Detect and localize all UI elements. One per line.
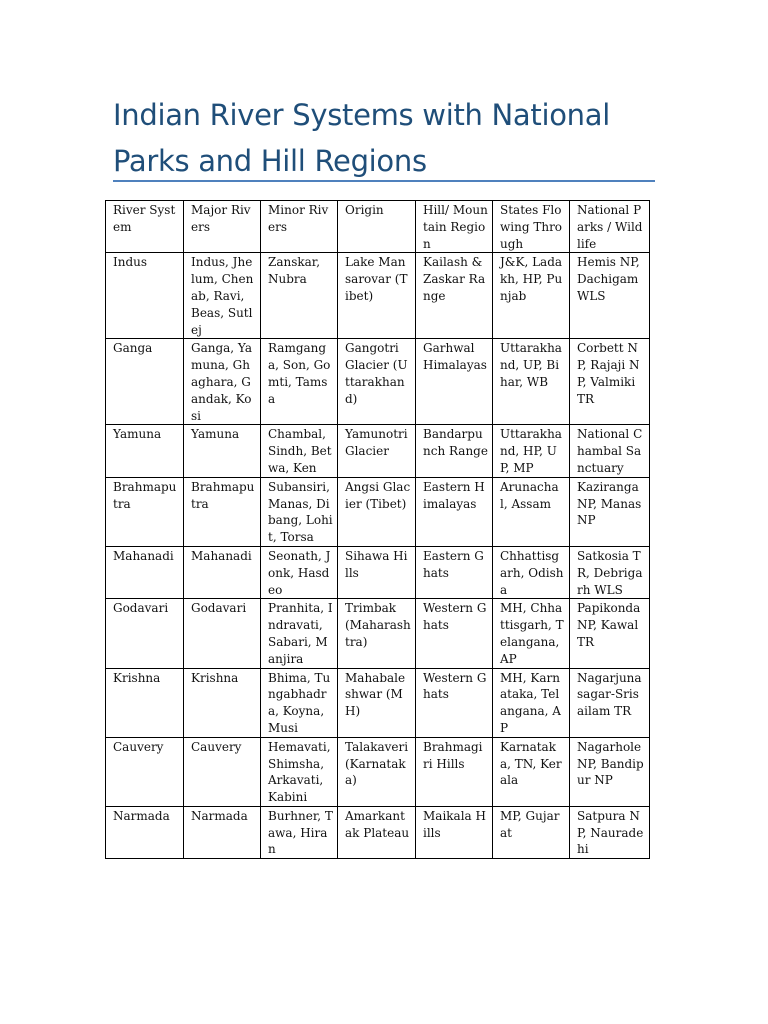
cell-minor-rivers: Chambal, Sindh, Betwa, Ken: [261, 425, 338, 477]
cell-minor-rivers: Bhima, Tungabhadra, Koyna, Musi: [261, 668, 338, 737]
cell-origin: Angsi Glacier (Tibet): [338, 477, 416, 546]
cell-minor-rivers: Subansiri, Manas, Dibang, Lohit, Torsa: [261, 477, 338, 546]
cell-hill-region: Bandarpunch Range: [416, 425, 493, 477]
cell-river-system: Mahanadi: [106, 546, 184, 598]
cell-states: Uttarakhand, UP, Bihar, WB: [493, 339, 570, 425]
cell-origin: Talakaveri (Karnataka): [338, 737, 416, 806]
cell-national-parks: Satpura NP, Nauradehi: [570, 806, 650, 858]
cell-national-parks: Nagarhole NP, Bandipur NP: [570, 737, 650, 806]
cell-states: MP, Gujarat: [493, 806, 570, 858]
header-national-parks: National Parks / Wildlife: [570, 201, 650, 253]
cell-states: MH, Chhattisgarh, Telangana, AP: [493, 599, 570, 668]
cell-national-parks: Nagarjunasagar-Srisailam TR: [570, 668, 650, 737]
cell-major-rivers: Krishna: [184, 668, 261, 737]
cell-states: Uttarakhand, HP, UP, MP: [493, 425, 570, 477]
cell-major-rivers: Yamuna: [184, 425, 261, 477]
cell-major-rivers: Mahanadi: [184, 546, 261, 598]
cell-hill-region: Eastern Himalayas: [416, 477, 493, 546]
cell-hill-region: Maikala Hills: [416, 806, 493, 858]
table-header-row: [106, 201, 650, 253]
table-row: [106, 339, 650, 425]
table-row: [106, 806, 650, 858]
cell-national-parks: Papikonda NP, Kawal TR: [570, 599, 650, 668]
header-states: States Flowing Through: [493, 201, 570, 253]
cell-national-parks: Satkosia TR, Debrigarh WLS: [570, 546, 650, 598]
cell-national-parks: Hemis NP, Dachigam WLS: [570, 253, 650, 339]
header-minor-rivers: Minor Rivers: [261, 201, 338, 253]
river-systems-table: [105, 200, 650, 859]
table-row: [106, 425, 650, 477]
cell-national-parks: Kaziranga NP, Manas NP: [570, 477, 650, 546]
header-origin: Origin: [338, 201, 416, 253]
cell-minor-rivers: Seonath, Jonk, Hasdeo: [261, 546, 338, 598]
cell-hill-region: Kailash & Zaskar Range: [416, 253, 493, 339]
cell-minor-rivers: Burhner, Tawa, Hiran: [261, 806, 338, 858]
cell-states: Arunachal, Assam: [493, 477, 570, 546]
cell-minor-rivers: Hemavati, Shimsha, Arkavati, Kabini: [261, 737, 338, 806]
cell-origin: Mahabaleshwar (MH): [338, 668, 416, 737]
cell-hill-region: Western Ghats: [416, 599, 493, 668]
table-row: [106, 253, 650, 339]
cell-river-system: Brahmaputra: [106, 477, 184, 546]
cell-major-rivers: Ganga, Yamuna, Ghaghara, Gandak, Kosi: [184, 339, 261, 425]
cell-river-system: Narmada: [106, 806, 184, 858]
cell-origin: Trimbak (Maharashtra): [338, 599, 416, 668]
cell-national-parks: National Chambal Sanctuary: [570, 425, 650, 477]
table-row: [106, 477, 650, 546]
cell-hill-region: Western Ghats: [416, 668, 493, 737]
cell-states: Chhattisgarh, Odisha: [493, 546, 570, 598]
cell-river-system: Indus: [106, 253, 184, 339]
cell-origin: Sihawa Hills: [338, 546, 416, 598]
cell-origin: Amarkantak Plateau: [338, 806, 416, 858]
cell-hill-region: Garhwal Himalayas: [416, 339, 493, 425]
cell-major-rivers: Narmada: [184, 806, 261, 858]
cell-river-system: Yamuna: [106, 425, 184, 477]
cell-origin: Lake Mansarovar (Tibet): [338, 253, 416, 339]
header-hill-region: Hill/ Mountain Region: [416, 201, 493, 253]
cell-origin: Yamunotri Glacier: [338, 425, 416, 477]
cell-major-rivers: Godavari: [184, 599, 261, 668]
table-row: [106, 668, 650, 737]
header-river-system: River System: [106, 201, 184, 253]
cell-national-parks: Corbett NP, Rajaji NP, Valmiki TR: [570, 339, 650, 425]
cell-river-system: Krishna: [106, 668, 184, 737]
cell-hill-region: Brahmagiri Hills: [416, 737, 493, 806]
cell-river-system: Godavari: [106, 599, 184, 668]
cell-states: Karnataka, TN, Kerala: [493, 737, 570, 806]
document-title: Indian River Systems with National Parks and Hill Regions: [113, 98, 610, 178]
cell-states: MH, Karnataka, Telangana, AP: [493, 668, 570, 737]
cell-hill-region: Eastern Ghats: [416, 546, 493, 598]
cell-states: J&K, Ladakh, HP, Punjab: [493, 253, 570, 339]
header-major-rivers: Major Rivers: [184, 201, 261, 253]
table-row: [106, 546, 650, 598]
table-row: [106, 599, 650, 668]
cell-major-rivers: Brahmaputra: [184, 477, 261, 546]
cell-minor-rivers: Ramganga, Son, Gomti, Tamsa: [261, 339, 338, 425]
title-underline: [113, 180, 655, 182]
cell-major-rivers: Cauvery: [184, 737, 261, 806]
cell-origin: Gangotri Glacier (Uttarakhand): [338, 339, 416, 425]
cell-river-system: Cauvery: [106, 737, 184, 806]
cell-river-system: Ganga: [106, 339, 184, 425]
cell-minor-rivers: Zanskar, Nubra: [261, 253, 338, 339]
cell-major-rivers: Indus, Jhelum, Chenab, Ravi, Beas, Sutlej: [184, 253, 261, 339]
table-row: [106, 737, 650, 806]
cell-minor-rivers: Pranhita, Indravati, Sabari, Manjira: [261, 599, 338, 668]
